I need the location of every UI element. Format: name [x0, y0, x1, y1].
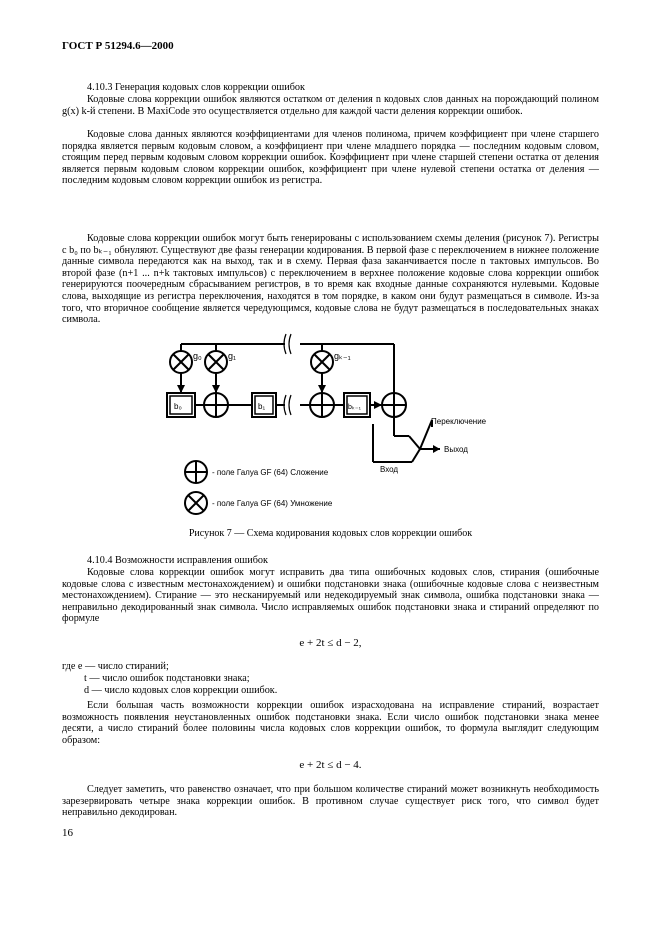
paragraph-3: Кодовые слова коррекции ошибок могут быть генерированы с использованием схемы деления (рисунок 7). Регистры с b₀ по bₖ₋₁ обнуляют. Существуют две фазы генерации кодирования. В первой фазе с переключением в нижнее положение данные символа передаются как на выход, так и в схему. Первая фаза заканчивается после n тактовых импульсов. Во второй фазе (n+1 ... n+k тактовых импульсов) с переключением в верхнее положение кодовые слова коррекции ошибок генерируются поочередным сбрасыванием регистров, в то время как входные данные сохраняются нулевыми. Кодовые слова, выходящие из регистра переключения, находятся в том порядке, в каком они будут размещаться в символе. Из-за того, что вторичное сообщение является чередующимся, кодовые слова не будут размещаться в последовательных знаках символа.: [62, 233, 599, 326]
page-number: 16: [62, 827, 73, 839]
section-4-10-4-title: 4.10.4 Возможности исправления ошибок: [87, 555, 268, 566]
where-e: где e — число стираний;: [62, 661, 169, 672]
section-4-10-3-title: 4.10.3 Генерация кодовых слов коррекции ошибок: [87, 82, 305, 93]
paragraph-5: Если большая часть возможности коррекции ошибок израсходована на исправление стираний, возрастает возможность появления неустановленных ошибок подстановки знака. Если число ошибок подстановки знака менее десяти, а число стираний более половины числа кодовых слов коррекции ошибок, то формула выглядит следующим образом:: [62, 700, 599, 746]
paragraph-2: Кодовые слова данных являются коэффициентами для членов полинома, причем коэффициент при члене старшего порядка является первым кодовым словом, а коэффициент при члене младшего порядка — последним кодовым словом, стоящим перед первым кодовым словом коррекции ошибок. Коэффициент при члене старшей степени остатка от деления является первым кодовым словом коррекции ошибок, коэффициент при члене нулевой степени остатка от деления — последним кодовым словом коррекции ошибок из регистра.: [62, 129, 599, 187]
input-label: Вход: [380, 465, 399, 474]
formula-2: e + 2t ≤ d − 4.: [299, 759, 362, 771]
b0-label: b₀: [174, 402, 182, 411]
legend-mul-label: - поле Галуа GF (64) Умножение: [212, 499, 333, 508]
switch-label: Переключение: [431, 417, 487, 426]
b1-label: b₁: [258, 402, 266, 411]
g1-label: g₁: [228, 351, 237, 361]
paragraph-4: Кодовые слова коррекции ошибок могут исправить два типа ошибочных кодовых слов, стирания (ошибочные кодовые слова с известным местонахождением) и ошибки подстановки знака (ошибочные кодовые слова с неизвестным местонахождением). Стирание — это несканируемый или недекодируемый знак символа, ошибка подстановки знака — неправильно декодированный знак символа. Число исправляемых ошибок подстановки знака и стираний определяют по формуле: [62, 567, 599, 625]
legend-add-label: - поле Галуа GF (64) Сложение: [212, 468, 329, 477]
formula-1: e + 2t ≤ d − 2,: [299, 637, 362, 649]
where-d: d — число кодовых слов коррекции ошибок.: [84, 685, 278, 696]
paragraph-1: Кодовые слова коррекции ошибок являются остатком от деления n кодовых слов данных на порождающий полином g(x) k-й степени. В MaxiCode это осуществляется отдельно для каждой части деления коррекции ошибок.: [62, 94, 599, 117]
paragraph-6: Следует заметить, что равенство означает, что при большом количестве стираний может возникнуть необходимость зарезервировать четыре знака коррекции ошибок. В противном случае существует риск того, что символ будет неправильно декодирован.: [62, 784, 599, 819]
g0-label: g₀: [193, 351, 202, 361]
bk1-label: bₖ₋₁: [348, 404, 361, 411]
where-t: t — число ошибок подстановки знака;: [84, 673, 250, 684]
document-header: ГОСТ Р 51294.6—2000: [62, 40, 174, 52]
figure-caption: Рисунок 7 — Схема кодирования кодовых слов коррекции ошибок: [188, 528, 473, 539]
output-label: Выход: [444, 445, 468, 454]
gk1-label: gₖ₋₁: [334, 351, 351, 361]
